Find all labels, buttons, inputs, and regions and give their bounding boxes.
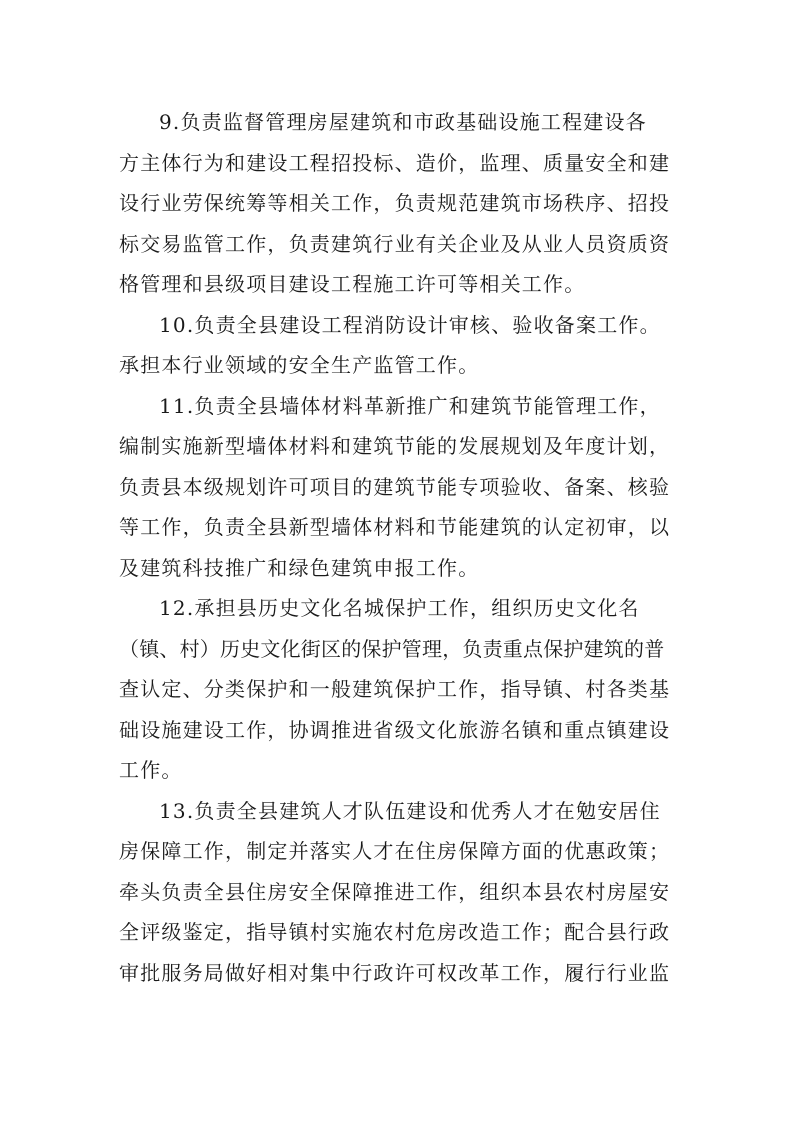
text-line: 审批服务局做好相对集中行政许可权改革工作，履行行业监 bbox=[119, 960, 671, 985]
paragraph-item-9 bbox=[119, 102, 675, 305]
text-line: 格管理和县级项目建设工程施工许可等相关工作。 bbox=[119, 272, 586, 296]
text-line: 9.负责监督管理房屋建筑和市政基础设施工程建设各 bbox=[159, 110, 647, 134]
text-line: 房保障工作，制定并落实人才在住房保障方面的优惠政策； bbox=[119, 839, 671, 863]
text-line: 牵头负责全县住房安全保障推进工作，组织本县农村房屋安 bbox=[119, 879, 671, 904]
paragraph-item-11 bbox=[119, 386, 675, 589]
text-line: 及建筑科技推广和绿色建筑申报工作。 bbox=[119, 555, 480, 580]
text-line: 负责县本级规划许可项目的建筑节能专项验收、备案、核验 bbox=[119, 474, 671, 499]
text-line: 标交易监管工作，负责建筑行业有关企业及从业人员资质资 bbox=[119, 231, 671, 256]
paragraph-item-12 bbox=[119, 588, 675, 791]
text-line: 10.负责全县建设工程消防设计审核、验收备案工作。 bbox=[159, 312, 661, 337]
text-line: 12.承担县历史文化名城保护工作，组织历史文化名 bbox=[159, 596, 640, 620]
text-line: 13.负责全县建筑人才队伍建设和优秀人才在勉安居住 bbox=[159, 798, 661, 823]
text-line: 11.负责全县墙体材料革新推广和建筑节能管理工作， bbox=[159, 393, 661, 418]
paragraph-item-13 bbox=[119, 791, 675, 994]
text-line: （镇、村）历史文化街区的保护管理，负责重点保护建筑的普 bbox=[119, 636, 665, 661]
text-line: 工作。 bbox=[119, 758, 183, 782]
text-line: 查认定、分类保护和一般建筑保护工作，指导镇、村各类基 bbox=[119, 677, 671, 701]
document-body bbox=[119, 102, 675, 993]
text-line: 设行业劳保统筹等相关工作，负责规范建筑市场秩序、招投 bbox=[119, 191, 671, 215]
text-line: 方主体行为和建设工程招投标、造价，监理、质量安全和建 bbox=[119, 150, 671, 175]
text-line: 础设施建设工作，协调推进省级文化旅游名镇和重点镇建设 bbox=[119, 717, 671, 742]
text-line: 编制实施新型墙体材料和建筑节能的发展规划及年度计划， bbox=[119, 434, 671, 458]
paragraph-item-10 bbox=[119, 305, 675, 386]
text-line: 承担本行业领域的安全生产监管工作。 bbox=[119, 353, 480, 377]
text-line: 全评级鉴定，指导镇村实施农村危房改造工作；配合县行政 bbox=[119, 920, 671, 944]
text-line: 等工作，负责全县新型墙体材料和节能建筑的认定初审，以 bbox=[119, 515, 671, 539]
